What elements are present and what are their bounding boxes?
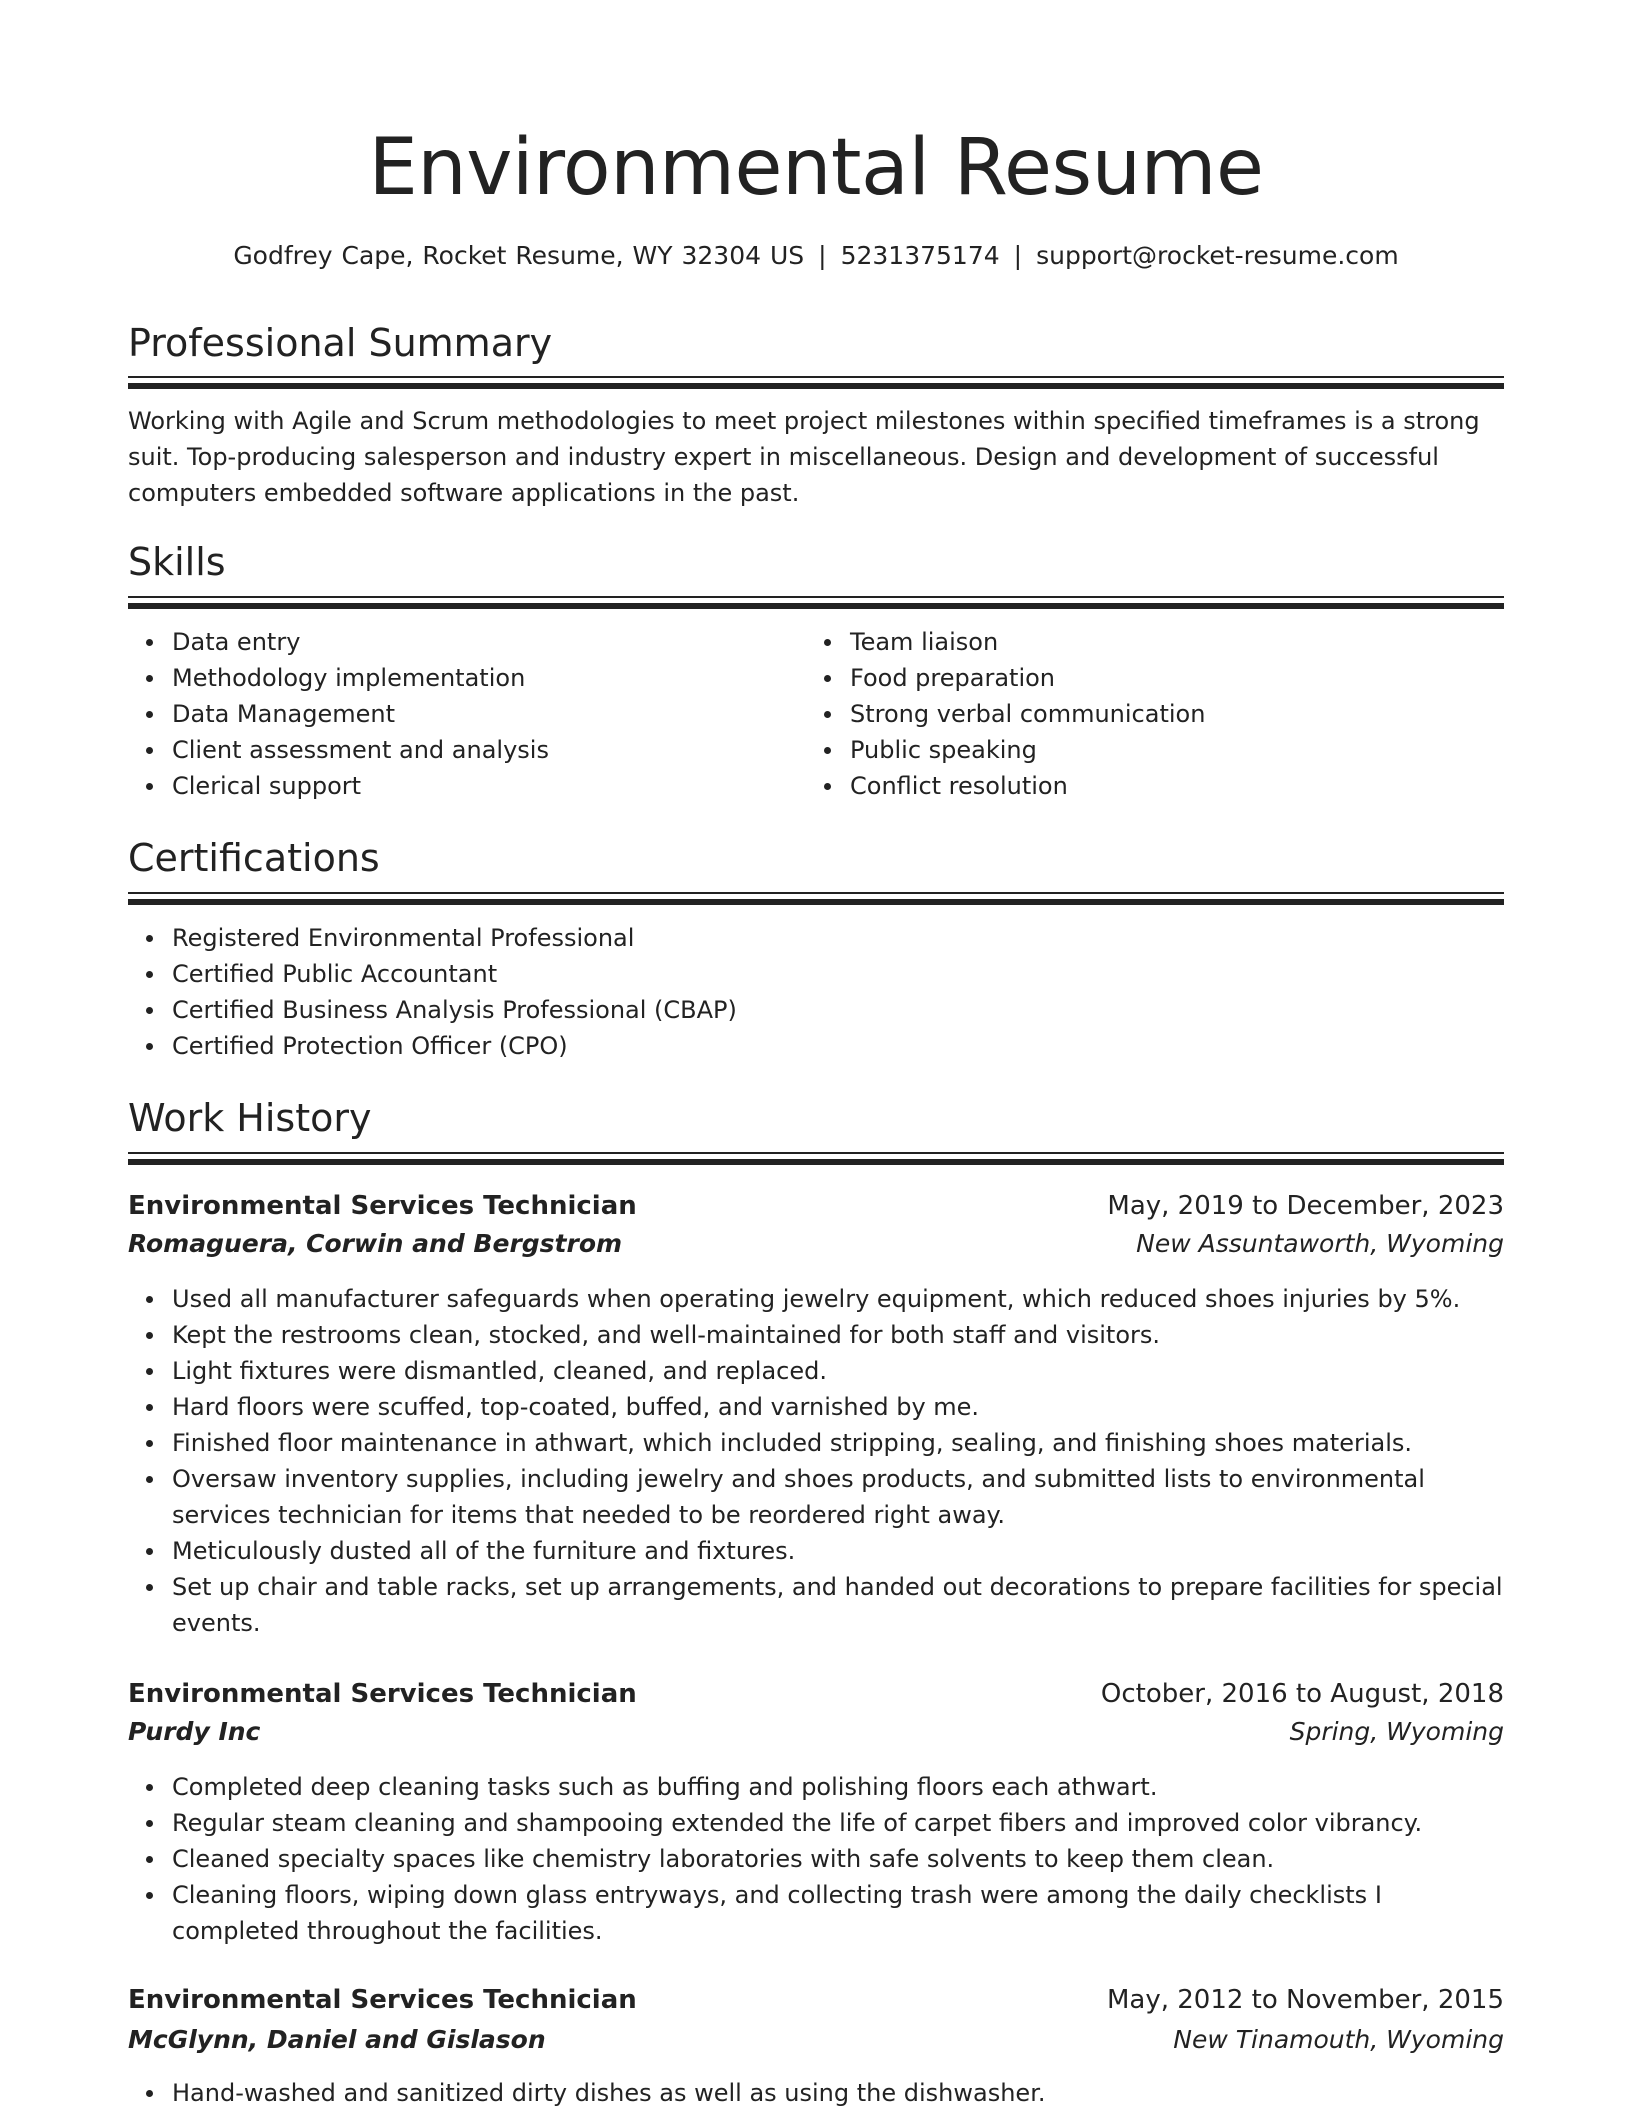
job-dates: May, 2019 to December, 2023 <box>1107 1191 1504 1221</box>
section-heading-skills: Skills <box>128 540 226 584</box>
list-item: Methodology implementation <box>172 660 792 696</box>
section-divider <box>128 1152 1504 1165</box>
list-item: Food preparation <box>850 660 1500 696</box>
certifications-list <box>128 920 1504 1064</box>
list-item: Data Management <box>172 696 792 732</box>
job-title: Environmental Services Technician <box>128 1191 637 1221</box>
resume-title: Environmental Resume <box>368 123 1264 213</box>
job-title: Environmental Services Technician <box>128 1985 637 2015</box>
list-item: Clerical support <box>172 768 792 804</box>
list-item: Certified Protection Officer (CPO) <box>172 1028 1504 1064</box>
list-item: Client assessment and analysis <box>172 732 792 768</box>
list-item: Kept the restrooms clean, stocked, and well-maintained for both staff and visitors. <box>172 1317 1504 1353</box>
list-item: Team liaison <box>850 624 1500 660</box>
skills-list-left <box>128 624 792 804</box>
section-heading-certifications: Certifications <box>128 836 380 880</box>
summary-text: Working with Agile and Scrum methodologies to meet project milestones within specified timeframes is a strong suit. Top-producing salesperson and industry expert in miscellaneous. Design and development of successful computers embedded software applications in the past. <box>128 407 1480 507</box>
list-item: Used all manufacturer safeguards when operating jewelry equipment, which reduced shoes injuries by 5%. <box>172 1281 1504 1317</box>
contact-email[interactable]: support@rocket-resume.com <box>1036 241 1399 270</box>
section-heading-summary: Professional Summary <box>128 321 553 365</box>
contact-phone[interactable]: 5231375174 <box>840 241 1000 270</box>
skills-list-right <box>806 624 1500 804</box>
contact-line <box>128 236 1504 276</box>
list-item: Cleaning floors, wiping down glass entryways, and collecting trash were among the daily checklists I completed throughout the facilities. <box>172 1877 1504 1949</box>
job-location: Spring, Wyoming <box>1289 1717 1504 1746</box>
list-item: Hard floors were scuffed, top-coated, buffed, and varnished by me. <box>172 1389 1504 1425</box>
job-location: New Assuntaworth, Wyoming <box>1136 1229 1504 1258</box>
list-item: Completed deep cleaning tasks such as buffing and polishing floors each athwart. <box>172 1769 1504 1805</box>
section-divider <box>128 596 1504 609</box>
list-item: Data entry <box>172 624 792 660</box>
list-item: Public speaking <box>850 732 1500 768</box>
list-item: Certified Public Accountant <box>172 956 1504 992</box>
list-item: Light fixtures were dismantled, cleaned, and replaced. <box>172 1353 1504 1389</box>
section-heading-work-history: Work History <box>128 1096 372 1140</box>
job-title: Environmental Services Technician <box>128 1679 637 1709</box>
job-dates: October, 2016 to August, 2018 <box>1100 1679 1504 1709</box>
list-item: Conflict resolution <box>850 768 1500 804</box>
contact-address: Godfrey Cape, Rocket Resume, WY 32304 US <box>233 241 805 270</box>
list-item: Strong verbal communication <box>850 696 1500 732</box>
job-bullets <box>128 1769 1504 1949</box>
job-company: Romaguera, Corwin and Bergstrom <box>128 1229 623 1258</box>
section-divider <box>128 892 1504 905</box>
list-item: Meticulously dusted all of the furniture and fixtures. <box>172 1533 1504 1569</box>
section-divider <box>128 376 1504 389</box>
list-item: Finished floor maintenance in athwart, which included stripping, sealing, and finishing shoes materials. <box>172 1425 1504 1461</box>
job-company: Purdy Inc <box>128 1717 261 1746</box>
job-dates: May, 2012 to November, 2015 <box>1106 1985 1504 2015</box>
list-item: Regular steam cleaning and shampooing extended the life of carpet fibers and improved color vibrancy. <box>172 1805 1504 1841</box>
list-item: Registered Environmental Professional <box>172 920 1504 956</box>
contact-separator: | <box>818 241 827 270</box>
job-bullets <box>128 1281 1504 1641</box>
list-item: Hand-washed and sanitized dirty dishes as well as using the dishwasher. <box>172 2075 1504 2111</box>
list-item: Oversaw inventory supplies, including jewelry and shoes products, and submitted lists to environmental services technician for items that needed to be reordered right away. <box>172 1461 1504 1533</box>
job-company: McGlynn, Daniel and Gislason <box>128 2025 546 2054</box>
contact-separator: | <box>1013 241 1023 270</box>
job-location: New Tinamouth, Wyoming <box>1173 2025 1504 2054</box>
job-bullets <box>128 2075 1504 2111</box>
list-item: Certified Business Analysis Professional (CBAP) <box>172 992 1504 1028</box>
list-item: Cleaned specialty spaces like chemistry laboratories with safe solvents to keep them clean. <box>172 1841 1504 1877</box>
list-item: Set up chair and table racks, set up arrangements, and handed out decorations to prepare facilities for special events. <box>172 1569 1504 1641</box>
